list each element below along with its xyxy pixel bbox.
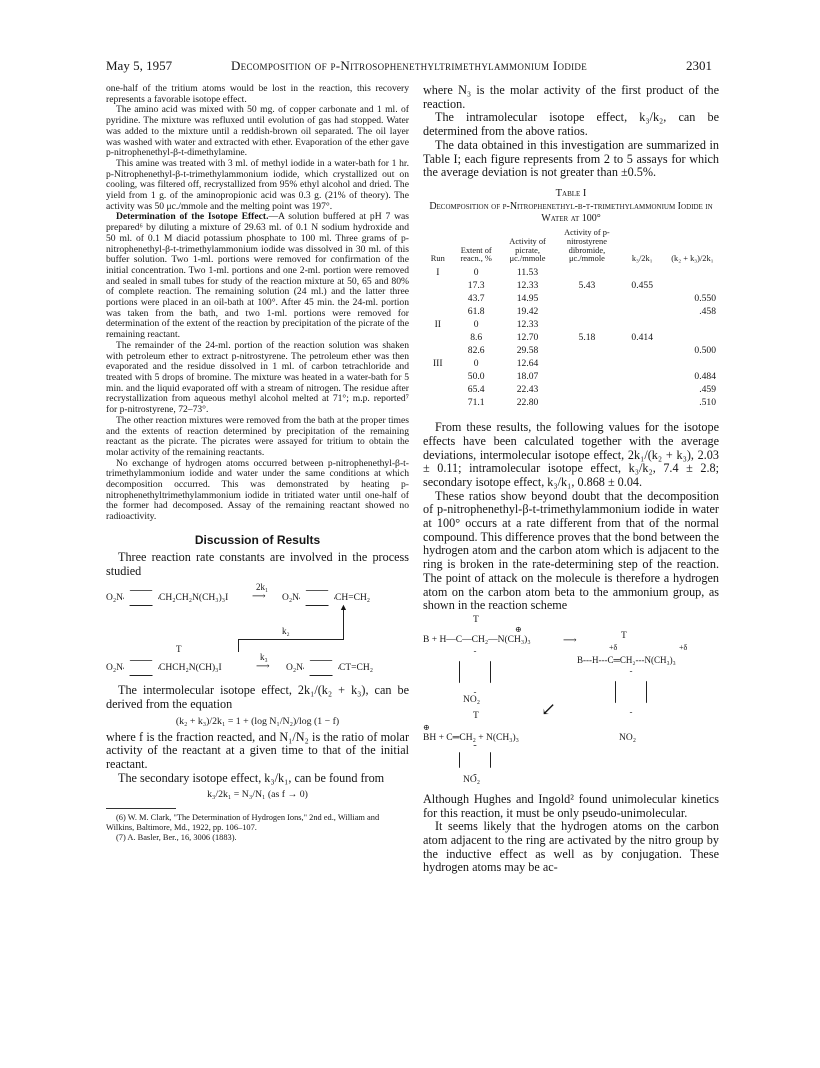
table-cell: .458 [699,306,716,318]
discussion-text [106,551,409,578]
reaction-arrow-icon: ⟶ [256,662,270,673]
table-cell [423,344,453,357]
reaction-arrow-icon: ⟶ [252,592,266,603]
arrow-shaft [238,639,344,640]
table-cell [423,370,453,383]
formula-text: NO₂ [463,774,481,785]
data-table [423,229,719,409]
table-header-row [423,229,719,266]
table-cell: 12.70 [516,332,539,344]
tritium-label: T [176,644,182,655]
rate-constant: 2k₁ [256,582,269,593]
table-cell: 8.6 [470,332,483,344]
formula-text: CH=CH₂ [335,593,371,604]
table-cell: II [434,319,441,331]
table-row [423,318,719,331]
table-cell: 0.455 [631,280,654,292]
column-header: (k₂ + k₃)/2k₁ [671,254,714,264]
benzene-ring-icon [299,590,335,606]
table-caption: Decomposition of p-Nitrophenethyl-β-t-trimethylammonium Iodide in Water at 100° [429,200,713,224]
table-cell [423,396,453,409]
footnote-divider [106,808,176,809]
paragraph: where f is the fraction reacted, and N₁/N₂ is the ratio of molar activity of the reactant at a given time to that of the initial reactant. [106,729,409,772]
table-cell [619,266,666,279]
table-cell: 18.07 [516,371,539,383]
table-cell: 17.3 [467,280,485,292]
table-row [423,370,719,383]
running-header [106,58,712,76]
table-cell: 61.8 [467,306,485,318]
table-row [423,383,719,396]
arrow-head-icon: ▲ [339,602,348,613]
paragraph: Three reaction rate constants are involved in the process studied [106,549,409,578]
table-cell: 0 [473,319,479,331]
transition-state-formula: B---H---C═CH₂---N(CH₃)₃ [577,654,676,665]
table-cell: 65.4 [467,384,485,396]
right-column [423,84,719,875]
table-cell [666,357,719,370]
table-cell [423,292,453,305]
paragraph: one-half of the tritium atoms would be lost in the reaction, this recovery represents a favorable isotope effect. [106,83,409,105]
table-cell [555,383,618,396]
table-cell: 0.500 [694,345,716,357]
paragraph: The intramolecular isotope effect, k₃/k₂, can be determined from the above ratios. [423,110,719,139]
tritium-label: T [473,614,479,625]
rate-constant: k₃ [260,652,268,663]
table-cell [555,344,618,357]
table-cell: I [436,267,440,279]
footnote: (6) W. M. Clark, "The Determination of Hydrogen Ions," 2nd ed., William and Wilkins, Baltimore, Md., 1922, pp. 106–107. [106,813,380,833]
header-date: May 5, 1957 [106,58,173,73]
paragraph: The remainder of the 24-ml. portion of the reaction solution was shaken with petroleum ether to extract p-nitrostyrene. The petroleum ether was then evaporated and the residue dissolved in 1 ml. of carbon tetrachloride and treated with 5 drops of bromine. The mixture was heated in a water-bath for 5 min. and the liquid evaporated off with a stream of nitrogen. The residue after recrystallization from aqueous methyl alcohol melted at 71°; m.p. reported⁷ for p-nitrostyrene, 72–73°. [106,339,409,416]
subsection-heading: Determination of the Isotope Effect. [116,211,269,223]
header-page-number: 2301 [686,58,712,73]
column-header: Extent of reacn., % [460,245,492,264]
table-cell: 0 [473,267,479,279]
table-cell: 71.1 [467,397,485,409]
table-cell [555,305,618,318]
formula-text: O₂N [286,663,304,674]
paragraph: The other reaction mixtures were removed from the bath at the proper times and the extents of reaction determined by precipitation of the remaining reactant as the picrate. The picrates were assayed for tritium to obtain the molar activity of the remaining reactants. [106,414,409,458]
tritium-label: T [473,710,479,721]
arrow-shaft [238,640,239,652]
table-cell [666,318,719,331]
paragraph: The intermolecular isotope effect, 2k₁/(k₂ + k₃), can be derived from the equation [106,683,409,711]
charge-symbol: ⊕ [515,624,522,634]
table-row [423,331,719,344]
column-header: k₃/2k₁ [631,254,653,264]
table-cell: 82.6 [467,345,485,357]
paragraph: No exchange of hydrogen atoms occurred between p-nitrophenethyl-β-t-trimethylammonium iodide and water under the same conditions at which decomposition occurred. This was demonstrated by heating p-nitrophenethyltrimethylammonium iodide in tritiated water until one-half of the former had decomposed. Assay of the remaining reactant showed no radioactivity. [106,457,409,523]
table-cell [555,292,618,305]
table-cell [555,370,618,383]
table-cell: 11.53 [516,267,539,279]
table-cell: 0.414 [631,332,654,344]
paragraph: The data obtained in this investigation are summarized in Table I; each figure represents from 2 to 5 assays for which the average deviation is not greater than ±0.5%. [423,137,719,180]
table-row [423,344,719,357]
table-cell [666,266,719,279]
charge-symbol: ⊕ [423,722,430,732]
paragraph: The secondary isotope effect, k₃/k₁, can be found from [118,770,385,785]
reaction-arrow-icon: ↙ [541,698,557,719]
rate-constant: k₂ [282,626,290,637]
paragraph: This amine was treated with 3 ml. of methyl iodide in a water-bath for 1 hr. p-Nitrophenethyl-β-t-trimethylammonium iodide, which crystallized out on cooling, was filtered off, recrystallized from 95% ethyl alcohol and dried. The yield from 1 g. of the aminopropionic acid was 0.3 g. (21% of theory). The activity was 50 μc./mmole and the melting point was 197°. [106,157,409,212]
table-cell [619,344,666,357]
partial-charge: +δ [679,642,688,652]
section-heading: Discussion of Results [194,532,321,547]
column-header: Activity of p-nitrostyrene dibromide, μc./mmole [564,227,610,264]
benzene-ring-icon [615,671,647,713]
formula-text: CHCH₂N(CH)₃I [159,663,222,674]
table-cell: 50.0 [467,371,485,383]
formula-text: CT=CH₂ [339,663,374,674]
benzene-ring-icon [459,651,491,693]
paragraph: These ratios show beyond doubt that the decomposition of p-nitrophenethyl-β-t-trimethylammonium iodide in water at 100° occurs at a rate different from that of the normal compound. This difference proves that the bond between the hydrogen atom and the carbon atom which is adjacent to the ring is broken in the rate-determining step of the reaction. The point of attack on the molecule is therefore a hydrogen atom on the carbon atom beta to the ammonium group, as shown in the reaction scheme [423,488,719,613]
equation: (k₂ + k₃)/2k₁ = 1 + (log N₁/N₂)/log (1 − f) [175,715,340,727]
table-cell: .459 [699,384,716,396]
table-cell: 12.33 [516,280,539,292]
table-cell: 5.18 [578,332,596,344]
table-row [423,279,719,292]
table-cell [619,357,666,370]
table-cell [555,318,618,331]
table-cell: III [432,358,443,370]
table-cell: 43.7 [467,293,485,305]
column-header: Run [430,254,445,264]
table-cell: 19.42 [516,306,539,318]
formula-text: O₂N [282,593,300,604]
table-label: Table I [555,187,587,199]
table-cell [619,383,666,396]
paragraph: Although Hughes and Ingold² found unimolecular kinetics for this reaction, it must be only pseudo-unimolecular. [423,791,719,820]
table-cell: 14.95 [516,293,539,305]
table-cell [423,331,453,344]
paragraph: It seems likely that the hydrogen atoms on the carbon atom adjacent to the ring are activated by the nitro group by the inductive effect as well as by conjugation. These hydrogen atoms may be ac- [423,819,719,875]
table-cell: 29.58 [516,345,539,357]
benzene-ring-icon [123,590,159,606]
paragraph: From these results, the following values for the isotope effects have been calculated together with the average deviations, intermolecular isotope effect, 2k₁/(k₂ + k₃), 2.03 ± 0.11; intramolecular isotope effect, k₃/k₂, 7.4 ± 2.8; secondary isotope effect, k₃/k₁, 0.868 ± 0.04. [423,420,719,489]
partial-charge: +δ [609,642,618,652]
table-cell: 0.550 [694,293,716,305]
benzene-ring-icon [459,745,491,775]
formula-text: BH + C═CH₂ + N(CH₃)₃ [423,732,519,743]
table-cell [423,383,453,396]
tritium-label: T [621,630,627,641]
table-cell: 12.33 [516,319,539,331]
table-cell [619,305,666,318]
footnote: (7) A. Basler, Ber., 16, 3006 (1883). [116,833,237,843]
table-cell [423,305,453,318]
table-cell: .510 [699,397,716,409]
reaction-scheme-1 [106,582,409,678]
table-cell: 5.43 [578,280,596,292]
table-row [423,305,719,318]
paragraph: The amino acid was mixed with 50 mg. of copper carbonate and 1 ml. of pyridine. The mixture was refluxed until evolution of gas had stopped. Water was added to the mixture until a reddish-brown oil separated. The oil layer was washed with water and extracted with ether. Evaporation of the ether gave p-nitrophenethyl-β-t-dimethylamine. [106,104,409,159]
table-cell: 0 [473,358,479,370]
equation: k₃/2k₁ = N₃/N₁ (as f → 0) [207,789,308,801]
table-cell [555,266,618,279]
table-cell: 0.484 [694,371,716,383]
benzene-ring-icon [123,660,159,676]
table-cell [555,396,618,409]
table-cell: 22.80 [516,397,539,409]
table-cell [423,279,453,292]
table-cell [619,318,666,331]
table-cell: 22.43 [516,384,539,396]
reaction-scheme-2 [423,615,719,787]
table-row [423,292,719,305]
formula-text: NO₂ [463,694,481,705]
column-header: Activity of picrate, μc./mmole [509,236,546,264]
table-cell: 12.64 [516,358,539,370]
formula-text: O₂N [106,593,124,604]
paragraph: where N₃ is the molar activity of the first product of the reaction. [423,83,719,111]
header-title: Decomposition of p-Nitrosophenethyltrimethylammonium Iodide [230,58,588,73]
table-body [423,266,719,409]
table-cell [619,292,666,305]
table-cell [619,396,666,409]
formula-text: B + H—C—CH₂—N(CH₃)₃ [423,634,531,645]
table-cell [619,370,666,383]
table-row [423,396,719,409]
experimental-section [106,84,409,523]
table-row [423,266,719,279]
formula-text: NO₂ [619,732,637,743]
paragraph-body: —A solution buffered at pH 7 was prepared⁶ by diluting a mixture of 29.63 ml. of 0.1 N sodium hydroxide and 50 ml. of 0.1 M diacid potassium phosphate to 100 ml. Three grams of p-nitrophenethyl-β-t-trimethylammonium iodide was dissolved in 30 ml. of this buffer solution. Two 1-ml. portions were removed for confirmation of the initial concentration. Two 1-ml. portions and one 2-ml. portion were removed and sealed in small tubes for study of the reaction mixture at 50, 65 and 80% of complete reaction. The remaining solution (24 ml.) and the latter three portions were placed in an oil-bath at 100°. After 45 min. the 24-ml. portion was taken from the bath, and two 1-ml. portions were removed for determination of the extent of the reaction by precipitation of the picrate of the remaining reactant. [106,211,409,341]
left-column [106,84,409,843]
benzene-ring-icon [303,660,339,676]
paragraph [106,212,409,340]
table-cell [666,279,719,292]
table-cell [555,357,618,370]
table-cell [666,331,719,344]
formula-text: O₂N [106,663,124,674]
formula-text: CH₂CH₂N(CH₃)₃I [159,593,229,604]
reaction-arrow-icon: ⟶ [563,635,577,646]
table-row [423,357,719,370]
